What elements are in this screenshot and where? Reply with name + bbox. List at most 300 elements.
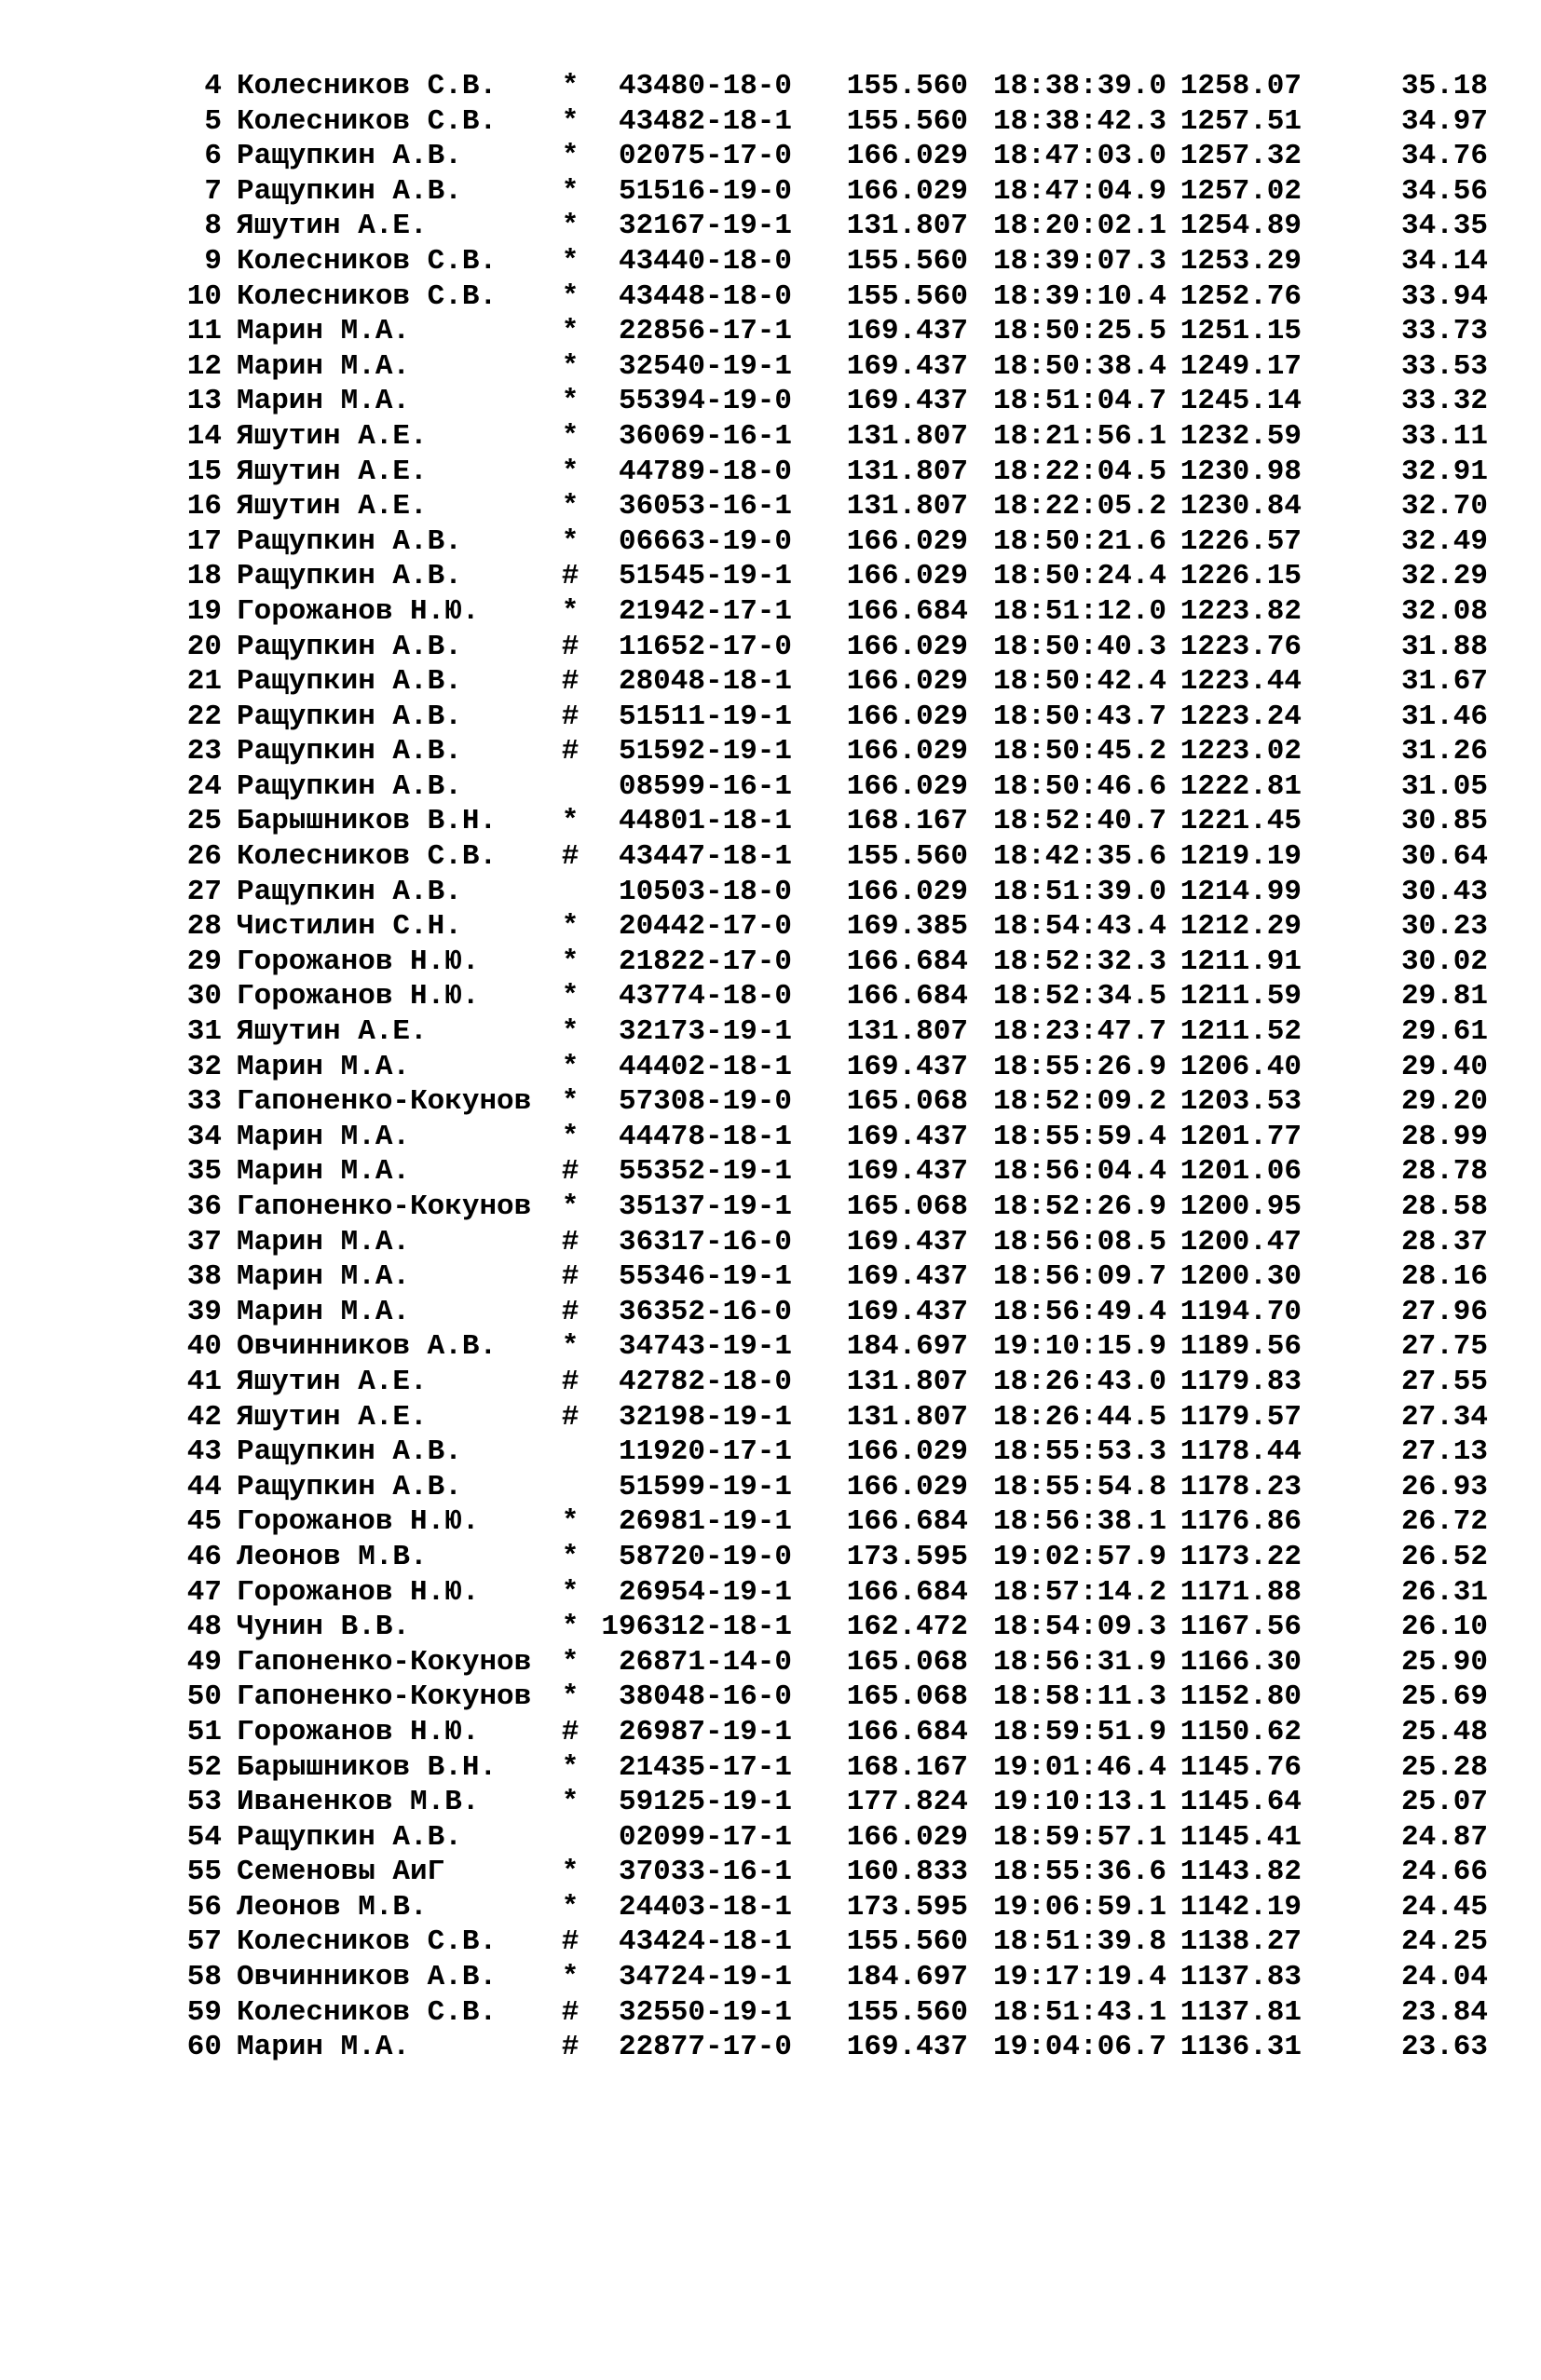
fancier-name: Марин М.А. (237, 2031, 411, 2064)
fancier-name: Ращупкин А.В. (237, 560, 462, 593)
place-number: 28 (186, 910, 222, 944)
fancier-name: Яшутин А.Е. (237, 1365, 428, 1398)
table-row (140, 1470, 1519, 1505)
distance-km: 169.437 (846, 1120, 968, 1153)
points-value: 30.23 (1400, 910, 1488, 944)
distance-km: 173.595 (846, 1540, 968, 1573)
distance-km: 177.824 (846, 1786, 968, 1819)
nomination-mark: * (561, 315, 580, 348)
table-row (140, 139, 1519, 174)
arrival-time: 18:22:04.5 (992, 455, 1166, 488)
fancier-name: Барышников В.Н. (237, 1750, 498, 1784)
nomination-mark: # (561, 1225, 580, 1258)
fancier-name: Яшутин А.Е. (237, 490, 428, 524)
distance-km: 162.472 (846, 1611, 968, 1644)
place-number: 51 (186, 1715, 222, 1748)
points-value: 32.91 (1400, 455, 1488, 488)
ring-number: 43774-18-0 (618, 980, 792, 1013)
place-number: 17 (186, 524, 222, 558)
nomination-mark: * (561, 104, 580, 138)
place-number: 14 (186, 419, 222, 453)
speed-value: 1257.02 (1180, 174, 1302, 208)
arrival-time: 18:21:56.1 (992, 419, 1166, 453)
arrival-time: 18:52:32.3 (992, 945, 1166, 978)
arrival-time: 18:56:38.1 (992, 1505, 1166, 1539)
fancier-name: Овчинников А.В. (237, 1330, 498, 1364)
points-value: 24.45 (1400, 1890, 1488, 1924)
place-number: 29 (186, 945, 222, 978)
table-row (140, 244, 1519, 279)
arrival-time: 18:22:05.2 (992, 490, 1166, 524)
distance-km: 169.437 (846, 385, 968, 418)
nomination-mark: # (561, 1155, 580, 1189)
distance-km: 169.437 (846, 1260, 968, 1294)
distance-km: 184.697 (846, 1961, 968, 1994)
nomination-mark: * (561, 1120, 580, 1153)
ring-number: 43480-18-0 (618, 70, 792, 102)
points-value: 32.70 (1400, 490, 1488, 524)
points-value: 31.67 (1400, 665, 1488, 699)
points-value: 28.37 (1400, 1225, 1488, 1258)
table-row (140, 1995, 1519, 2031)
points-value: 25.48 (1400, 1715, 1488, 1748)
speed-value: 1142.19 (1180, 1890, 1302, 1924)
table-row (140, 1154, 1519, 1190)
speed-value: 1203.53 (1180, 1085, 1302, 1119)
fancier-name: Горожанов Н.Ю. (237, 1575, 480, 1609)
place-number: 33 (186, 1085, 222, 1119)
nomination-mark: * (561, 244, 580, 278)
fancier-name: Колесников С.В. (237, 104, 498, 138)
speed-value: 1258.07 (1180, 70, 1302, 102)
points-value: 33.73 (1400, 315, 1488, 348)
arrival-time: 18:54:09.3 (992, 1611, 1166, 1644)
fancier-name: Колесников С.В. (237, 279, 498, 313)
distance-km: 166.029 (846, 174, 968, 208)
place-number: 6 (204, 140, 222, 173)
ring-number: 26871-14-0 (618, 1645, 792, 1679)
ring-number: 42782-18-0 (618, 1365, 792, 1398)
fancier-name: Ращупкин А.В. (237, 769, 462, 803)
ring-number: 43482-18-1 (618, 104, 792, 138)
points-value: 28.58 (1400, 1190, 1488, 1223)
ring-number: 51516-19-0 (618, 174, 792, 208)
fancier-name: Барышников В.Н. (237, 805, 498, 838)
speed-value: 1152.80 (1180, 1680, 1302, 1714)
nomination-mark: # (561, 1995, 580, 2029)
ring-number: 38048-16-0 (618, 1680, 792, 1714)
points-value: 24.04 (1400, 1961, 1488, 1994)
fancier-name: Горожанов Н.Ю. (237, 1505, 480, 1539)
table-row (140, 804, 1519, 839)
ring-number: 44789-18-0 (618, 455, 792, 488)
table-row (140, 1050, 1519, 1085)
distance-km: 131.807 (846, 490, 968, 524)
arrival-time: 18:55:59.4 (992, 1120, 1166, 1153)
arrival-time: 18:52:26.9 (992, 1190, 1166, 1223)
ring-number: 51599-19-1 (618, 1470, 792, 1503)
fancier-name: Ращупкин А.В. (237, 735, 462, 768)
table-row (140, 630, 1519, 665)
ring-number: 36352-16-0 (618, 1295, 792, 1328)
place-number: 43 (186, 1435, 222, 1469)
nomination-mark: * (561, 1575, 580, 1609)
distance-km: 166.029 (846, 875, 968, 908)
table-row (140, 69, 1519, 104)
speed-value: 1222.81 (1180, 769, 1302, 803)
arrival-time: 19:10:15.9 (992, 1330, 1166, 1364)
arrival-time: 18:47:03.0 (992, 140, 1166, 173)
table-row (140, 700, 1519, 735)
distance-km: 166.684 (846, 945, 968, 978)
nomination-mark: # (561, 1400, 580, 1434)
arrival-time: 18:26:44.5 (992, 1400, 1166, 1434)
nomination-mark: * (561, 490, 580, 524)
fancier-name: Гапоненко-Кокунов (237, 1190, 532, 1223)
ring-number: 32167-19-1 (618, 210, 792, 243)
ring-number: 59125-19-1 (618, 1786, 792, 1819)
place-number: 42 (186, 1400, 222, 1434)
speed-value: 1230.84 (1180, 490, 1302, 524)
ring-number: 22877-17-0 (618, 2031, 792, 2064)
fancier-name: Марин М.А. (237, 1155, 411, 1189)
table-row (140, 314, 1519, 349)
distance-km: 166.029 (846, 1470, 968, 1503)
ring-number: 32550-19-1 (618, 1995, 792, 2029)
nomination-mark: * (561, 210, 580, 243)
distance-km: 155.560 (846, 104, 968, 138)
speed-value: 1252.76 (1180, 279, 1302, 313)
points-value: 25.90 (1400, 1645, 1488, 1679)
nomination-mark: * (561, 70, 580, 102)
place-number: 49 (186, 1645, 222, 1679)
ring-number: 55352-19-1 (618, 1155, 792, 1189)
place-number: 25 (186, 805, 222, 838)
nomination-mark: # (561, 700, 580, 733)
speed-value: 1253.29 (1180, 244, 1302, 278)
table-row (140, 1924, 1519, 1960)
points-value: 25.69 (1400, 1680, 1488, 1714)
nomination-mark: # (561, 1365, 580, 1398)
speed-value: 1173.22 (1180, 1540, 1302, 1573)
place-number: 10 (186, 279, 222, 313)
speed-value: 1223.76 (1180, 630, 1302, 663)
distance-km: 166.029 (846, 140, 968, 173)
nomination-mark: * (561, 279, 580, 313)
distance-km: 166.029 (846, 735, 968, 768)
fancier-name: Яшутин А.Е. (237, 1400, 428, 1434)
points-value: 26.93 (1400, 1470, 1488, 1503)
place-number: 50 (186, 1680, 222, 1714)
fancier-name: Горожанов Н.Ю. (237, 945, 480, 978)
nomination-mark: * (561, 805, 580, 838)
speed-value: 1214.99 (1180, 875, 1302, 908)
ring-number: 11652-17-0 (618, 630, 792, 663)
arrival-time: 18:57:14.2 (992, 1575, 1166, 1609)
place-number: 35 (186, 1155, 222, 1189)
nomination-mark: # (561, 665, 580, 699)
distance-km: 155.560 (846, 1925, 968, 1959)
table-row (140, 734, 1519, 769)
nomination-mark: # (561, 1260, 580, 1294)
speed-value: 1200.30 (1180, 1260, 1302, 1294)
fancier-name: Ращупкин А.В. (237, 630, 462, 663)
nomination-mark: * (561, 1645, 580, 1679)
table-row (140, 1400, 1519, 1435)
place-number: 59 (186, 1995, 222, 2029)
distance-km: 184.697 (846, 1330, 968, 1364)
table-row (140, 1365, 1519, 1400)
distance-km: 155.560 (846, 70, 968, 102)
arrival-time: 18:55:36.6 (992, 1856, 1166, 1889)
place-number: 48 (186, 1611, 222, 1644)
arrival-time: 18:58:11.3 (992, 1680, 1166, 1714)
arrival-time: 19:06:59.1 (992, 1890, 1166, 1924)
fancier-name: Колесников С.В. (237, 1925, 498, 1959)
table-row (140, 1225, 1519, 1260)
points-value: 35.18 (1400, 70, 1488, 102)
distance-km: 166.029 (846, 700, 968, 733)
distance-km: 169.437 (846, 1295, 968, 1328)
place-number: 47 (186, 1575, 222, 1609)
place-number: 11 (186, 315, 222, 348)
table-row (140, 1785, 1519, 1820)
points-value: 33.11 (1400, 419, 1488, 453)
distance-km: 166.029 (846, 524, 968, 558)
fancier-name: Марин М.А. (237, 349, 411, 383)
results-table (140, 69, 1519, 2065)
speed-value: 1143.82 (1180, 1856, 1302, 1889)
fancier-name: Горожанов Н.Ю. (237, 1715, 480, 1748)
speed-value: 1223.82 (1180, 594, 1302, 628)
points-value: 26.72 (1400, 1505, 1488, 1539)
speed-value: 1230.98 (1180, 455, 1302, 488)
points-value: 29.81 (1400, 980, 1488, 1013)
table-row (140, 2030, 1519, 2065)
ring-number: 32198-19-1 (618, 1400, 792, 1434)
table-row (140, 875, 1519, 910)
fancier-name: Колесников С.В. (237, 840, 498, 874)
nomination-mark: * (561, 385, 580, 418)
table-row (140, 1610, 1519, 1645)
arrival-time: 19:01:46.4 (992, 1750, 1166, 1784)
points-value: 27.55 (1400, 1365, 1488, 1398)
arrival-time: 18:50:43.7 (992, 700, 1166, 733)
arrival-time: 19:10:13.1 (992, 1786, 1166, 1819)
fancier-name: Колесников С.В. (237, 70, 498, 102)
points-value: 24.87 (1400, 1820, 1488, 1854)
points-value: 34.97 (1400, 104, 1488, 138)
points-value: 28.99 (1400, 1120, 1488, 1153)
table-row (140, 384, 1519, 419)
distance-km: 165.068 (846, 1190, 968, 1223)
distance-km: 169.437 (846, 1225, 968, 1258)
arrival-time: 18:42:35.6 (992, 840, 1166, 874)
ring-number: 35137-19-1 (618, 1190, 792, 1223)
ring-number: 26981-19-1 (618, 1505, 792, 1539)
distance-km: 166.029 (846, 1435, 968, 1469)
distance-km: 166.029 (846, 665, 968, 699)
distance-km: 131.807 (846, 419, 968, 453)
speed-value: 1189.56 (1180, 1330, 1302, 1364)
ring-number: 11920-17-1 (618, 1435, 792, 1469)
speed-value: 1221.45 (1180, 805, 1302, 838)
place-number: 58 (186, 1961, 222, 1994)
fancier-name: Ращупкин А.В. (237, 700, 462, 733)
fancier-name: Чунин В.В. (237, 1611, 411, 1644)
distance-km: 169.437 (846, 315, 968, 348)
fancier-name: Колесников С.В. (237, 1995, 498, 2029)
table-row (140, 419, 1519, 455)
table-row (140, 839, 1519, 875)
points-value: 27.96 (1400, 1295, 1488, 1328)
place-number: 7 (204, 174, 222, 208)
nomination-mark: # (561, 2031, 580, 2064)
ring-number: 43440-18-0 (618, 244, 792, 278)
arrival-time: 18:50:46.6 (992, 769, 1166, 803)
ring-number: 20442-17-0 (618, 910, 792, 944)
speed-value: 1212.29 (1180, 910, 1302, 944)
points-value: 31.46 (1400, 700, 1488, 733)
ring-number: 196312-18-1 (601, 1611, 792, 1644)
place-number: 4 (204, 70, 222, 102)
distance-km: 165.068 (846, 1680, 968, 1714)
distance-km: 166.684 (846, 1715, 968, 1748)
place-number: 31 (186, 1015, 222, 1049)
speed-value: 1200.95 (1180, 1190, 1302, 1223)
ring-number: 51545-19-1 (618, 560, 792, 593)
nomination-mark: * (561, 980, 580, 1013)
points-value: 28.78 (1400, 1155, 1488, 1189)
place-number: 60 (186, 2031, 222, 2064)
place-number: 36 (186, 1190, 222, 1223)
fancier-name: Яшутин А.Е. (237, 455, 428, 488)
speed-value: 1137.81 (1180, 1995, 1302, 2029)
points-value: 23.63 (1400, 2031, 1488, 2064)
place-number: 27 (186, 875, 222, 908)
place-number: 26 (186, 840, 222, 874)
fancier-name: Чистилин С.Н. (237, 910, 462, 944)
table-row (140, 594, 1519, 630)
fancier-name: Марин М.А. (237, 1295, 411, 1328)
distance-km: 166.684 (846, 594, 968, 628)
speed-value: 1232.59 (1180, 419, 1302, 453)
fancier-name: Гапоненко-Кокунов (237, 1645, 532, 1679)
points-value: 32.29 (1400, 560, 1488, 593)
ring-number: 43448-18-0 (618, 279, 792, 313)
points-value: 29.20 (1400, 1085, 1488, 1119)
points-value: 34.76 (1400, 140, 1488, 173)
arrival-time: 18:56:09.7 (992, 1260, 1166, 1294)
ring-number: 34724-19-1 (618, 1961, 792, 1994)
nomination-mark: * (561, 1330, 580, 1364)
speed-value: 1226.57 (1180, 524, 1302, 558)
table-row (140, 524, 1519, 560)
table-row (140, 1960, 1519, 1995)
arrival-time: 18:51:39.8 (992, 1925, 1166, 1959)
place-number: 34 (186, 1120, 222, 1153)
table-row (140, 1645, 1519, 1680)
place-number: 39 (186, 1295, 222, 1328)
points-value: 26.31 (1400, 1575, 1488, 1609)
ring-number: 26954-19-1 (618, 1575, 792, 1609)
arrival-time: 18:56:49.4 (992, 1295, 1166, 1328)
fancier-name: Марин М.А. (237, 315, 411, 348)
fancier-name: Ращупкин А.В. (237, 665, 462, 699)
place-number: 22 (186, 700, 222, 733)
fancier-name: Марин М.А. (237, 1120, 411, 1153)
nomination-mark: # (561, 1925, 580, 1959)
fancier-name: Ращупкин А.В. (237, 1435, 462, 1469)
table-row (140, 1715, 1519, 1750)
arrival-time: 18:59:57.1 (992, 1820, 1166, 1854)
nomination-mark: * (561, 1085, 580, 1119)
place-number: 23 (186, 735, 222, 768)
distance-km: 155.560 (846, 279, 968, 313)
nomination-mark: * (561, 1050, 580, 1083)
ring-number: 21435-17-1 (618, 1750, 792, 1784)
table-row (140, 1680, 1519, 1715)
points-value: 25.28 (1400, 1750, 1488, 1784)
ring-number: 02099-17-1 (618, 1820, 792, 1854)
arrival-time: 18:39:07.3 (992, 244, 1166, 278)
distance-km: 160.833 (846, 1856, 968, 1889)
speed-value: 1137.83 (1180, 1961, 1302, 1994)
arrival-time: 18:55:54.8 (992, 1470, 1166, 1503)
place-number: 57 (186, 1925, 222, 1959)
table-row (140, 979, 1519, 1014)
points-value: 26.52 (1400, 1540, 1488, 1573)
table-row (140, 1120, 1519, 1155)
ring-number: 34743-19-1 (618, 1330, 792, 1364)
table-row (140, 1435, 1519, 1470)
nomination-mark: * (561, 1540, 580, 1573)
fancier-name: Марин М.А. (237, 1260, 411, 1294)
arrival-time: 18:50:21.6 (992, 524, 1166, 558)
ring-number: 44478-18-1 (618, 1120, 792, 1153)
speed-value: 1206.40 (1180, 1050, 1302, 1083)
table-row (140, 455, 1519, 490)
place-number: 46 (186, 1540, 222, 1573)
fancier-name: Яшутин А.Е. (237, 419, 428, 453)
points-value: 27.34 (1400, 1400, 1488, 1434)
points-value: 27.75 (1400, 1330, 1488, 1364)
table-row (140, 1890, 1519, 1925)
points-value: 34.56 (1400, 174, 1488, 208)
arrival-time: 18:55:26.9 (992, 1050, 1166, 1083)
arrival-time: 18:52:34.5 (992, 980, 1166, 1013)
points-value: 31.05 (1400, 769, 1488, 803)
arrival-time: 18:39:10.4 (992, 279, 1166, 313)
distance-km: 166.029 (846, 630, 968, 663)
distance-km: 155.560 (846, 840, 968, 874)
speed-value: 1138.27 (1180, 1925, 1302, 1959)
place-number: 41 (186, 1365, 222, 1398)
nomination-mark: * (561, 1015, 580, 1049)
nomination-mark: * (561, 1680, 580, 1714)
points-value: 31.26 (1400, 735, 1488, 768)
table-row (140, 664, 1519, 700)
table-row (140, 1295, 1519, 1330)
arrival-time: 19:17:19.4 (992, 1961, 1166, 1994)
speed-value: 1257.32 (1180, 140, 1302, 173)
place-number: 13 (186, 385, 222, 418)
points-value: 29.40 (1400, 1050, 1488, 1083)
speed-value: 1171.88 (1180, 1575, 1302, 1609)
distance-km: 169.437 (846, 2031, 968, 2064)
ring-number: 51592-19-1 (618, 735, 792, 768)
arrival-time: 18:50:24.4 (992, 560, 1166, 593)
